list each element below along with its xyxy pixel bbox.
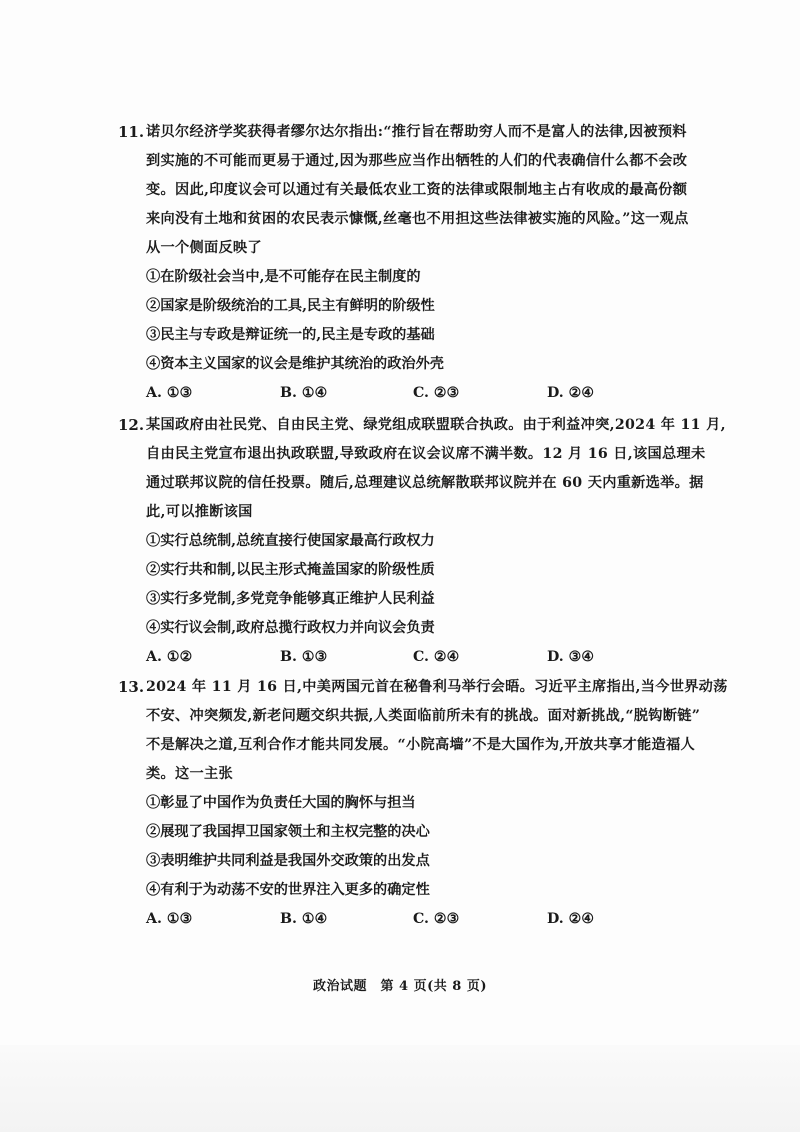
- choice-d: D. ③④: [547, 649, 595, 665]
- statement-option: ②国家是阶级统治的工具,民主有鲜明的阶级性: [146, 298, 435, 314]
- question-stem: [146, 118, 690, 263]
- question-number: 12.: [118, 416, 145, 434]
- choice-b: B. ①④: [280, 911, 328, 927]
- statement-option: ②展现了我国捍卫国家领土和主权完整的决心: [146, 824, 430, 840]
- statement-option: ④实行议会制,政府总揽行政权力并向议会负责: [146, 620, 435, 636]
- answer-choices: [146, 643, 690, 672]
- statement-option: ④资本主义国家的议会是维护其统治的政治外壳: [146, 356, 444, 372]
- stem-line: 此,可以推断该国: [146, 504, 253, 520]
- answer-choices: [146, 905, 690, 934]
- choice-c: C. ②③: [413, 911, 460, 927]
- choice-a: A. ①③: [146, 385, 193, 401]
- statement-option: ③民主与专政是辩证统一的,民主是专政的基础: [146, 327, 435, 343]
- stem-line: 自由民主党宣布退出执政联盟,导致政府在议会议席不满半数。12 月 16 日,该国总理未: [146, 446, 706, 462]
- stem-line: 来向没有土地和贫困的农民表示慷慨,丝毫也不用担这些法律被实施的风险。”这一观点: [146, 211, 689, 227]
- statement-option: ①在阶级社会当中,是不可能存在民主制度的: [146, 269, 421, 285]
- stem-line: 诺贝尔经济学奖获得者缪尔达尔指出:“推行旨在帮助穷人而不是富人的法律,因被预料: [146, 124, 687, 140]
- choice-a: A. ①③: [146, 911, 193, 927]
- choice-c: C. ②③: [413, 385, 460, 401]
- choice-b: B. ①④: [280, 385, 328, 401]
- question-11: [118, 118, 690, 408]
- stem-line: 某国政府由社民党、自由民主党、绿党组成联盟联合执政。由于利益冲突,2024 年 11 月,: [146, 417, 726, 433]
- statement-option: ③实行多党制,多党竞争能够真正维护人民利益: [146, 591, 435, 607]
- question-number: 11.: [118, 123, 145, 141]
- stem-line: 2024 年 11 月 16 日,中美两国元首在秘鲁利马举行会晤。习近平主席指出,当今世界动荡: [146, 679, 728, 695]
- choice-b: B. ①③: [280, 649, 328, 665]
- stem-line: 通过联邦议院的信任投票。随后,总理建议总统解散联邦议院并在 60 天内重新选举。据: [146, 475, 704, 491]
- question-13: [118, 673, 728, 934]
- page-footer: 政治试题 第 4 页(共 8 页): [313, 979, 487, 994]
- choice-c: C. ②④: [413, 649, 460, 665]
- question-stem: [146, 411, 726, 527]
- stem-line: 到实施的不可能而更易于通过,因为那些应当作出牺牲的人们的代表确信什么都不会改: [146, 153, 688, 169]
- statement-option: ①彰显了中国作为负责任大国的胸怀与担当: [146, 795, 416, 811]
- statement-option: ③表明维护共同利益是我国外交政策的出发点: [146, 853, 430, 869]
- statement-option: ②实行共和制,以民主形式掩盖国家的阶级性质: [146, 562, 435, 578]
- statement-option: ①实行总统制,总统直接行使国家最高行政权力: [146, 533, 435, 549]
- question-12: [118, 411, 726, 672]
- stem-line: 类。这一主张: [146, 766, 233, 782]
- page-bottom-margin: [0, 1045, 800, 1132]
- answer-choices: [146, 379, 690, 408]
- question-stem: [146, 673, 728, 789]
- stem-line: 不安、冲突频发,新老问题交织共振,人类面临前所未有的挑战。面对新挑战,“脱钩断链”: [146, 708, 701, 724]
- choice-a: A. ①②: [146, 649, 193, 665]
- stem-line: 变。因此,印度议会可以通过有关最低农业工资的法律或限制地主占有收成的最高份额: [146, 182, 688, 198]
- choice-d: D. ②④: [547, 385, 595, 401]
- stem-line: 从一个侧面反映了: [146, 240, 262, 256]
- question-number: 13.: [118, 678, 145, 696]
- statement-option: ④有利于为动荡不安的世界注入更多的确定性: [146, 882, 430, 898]
- choice-d: D. ②④: [547, 911, 595, 927]
- stem-line: 不是解决之道,互利合作才能共同发展。“小院高墙”不是大国作为,开放共享才能造福人: [146, 737, 695, 753]
